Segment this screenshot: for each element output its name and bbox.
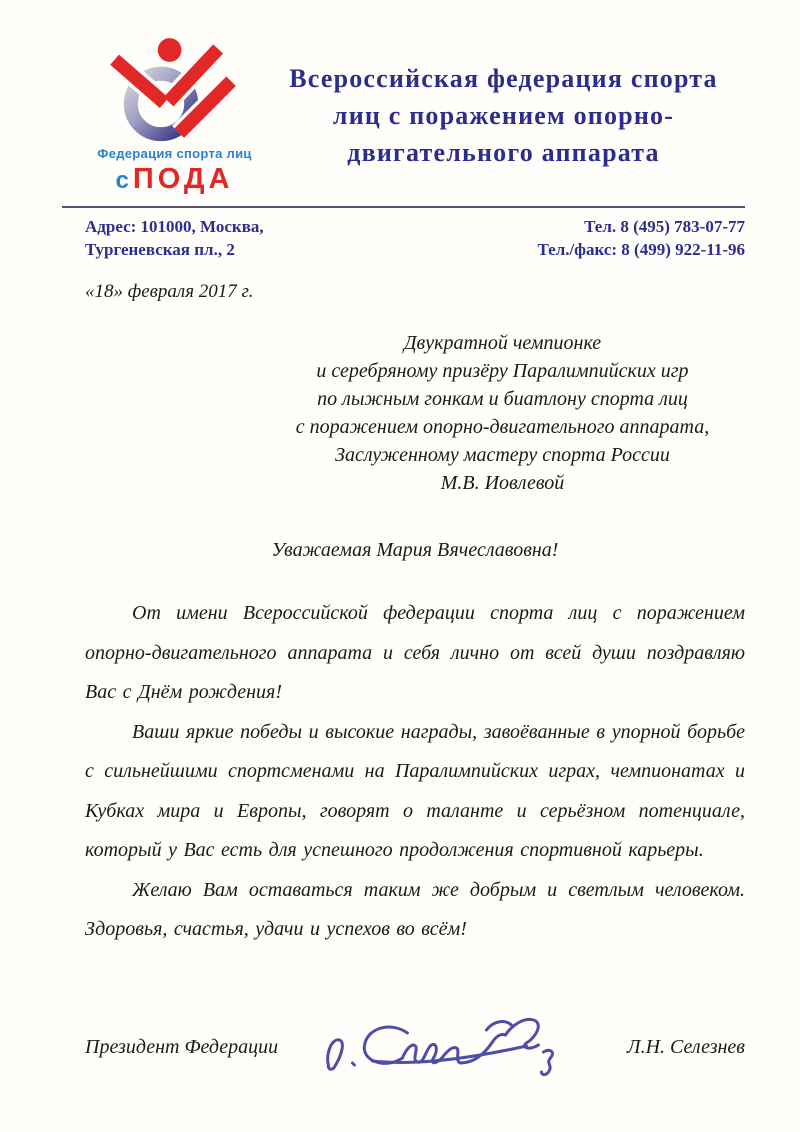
address-line2: Тургеневская пл., 2 [85, 240, 235, 259]
contact-block [0, 208, 800, 261]
addressee-line3: по лыжным гонкам и биатлону спорта лиц [317, 388, 688, 410]
signature-row [85, 1006, 745, 1090]
athlete-wheel-logo-icon [109, 36, 241, 146]
addressee-line5: Заслуженному мастеру спорта России [335, 444, 670, 466]
federation-logo [92, 36, 257, 196]
signature-strokes [328, 1019, 553, 1074]
addressee-line6: М.В. Иовлевой [440, 472, 565, 494]
logo-caption: Федерация спорта лиц [97, 146, 252, 161]
address-block [85, 215, 264, 261]
paragraph-3: Желаю Вам оставаться таким же добрым и светлым человеком. Здоровья, счастья, удачи и успехов во всём! [85, 878, 745, 940]
organization-title-line3: двигательного аппарата [347, 138, 660, 167]
addressee-line4: с поражением опорно-двигательного аппарата, [295, 416, 710, 438]
addressee-line1: Двукратной чемпионке [403, 332, 602, 354]
address-line1: Адрес: 101000, Москва, [85, 217, 264, 236]
logo-acronym [92, 163, 257, 196]
salutation: Уважаемая Мария Вячеславовна! [271, 539, 559, 561]
letterhead [0, 0, 800, 196]
handwritten-signature [286, 1006, 619, 1090]
logo-acronym-main: ПОДА [132, 163, 234, 195]
organization-title [257, 36, 750, 171]
paragraph-1: От имени Всероссийской федерации спорта лиц с поражением опорно-двигательного аппарата и себя лично от всей души поздравляю Вас с Днём рождения! [85, 602, 745, 703]
logo-acronym-prefix: с [115, 167, 133, 194]
organization-title-line1: Всероссийская федерация спорта [289, 64, 718, 93]
signer-name: Л.Н. Селезнев [627, 1036, 745, 1058]
organization-title-line2: лиц с поражением опорно- [332, 101, 675, 130]
phone-line1: Тел. 8 (495) 783-07-77 [584, 217, 745, 236]
letter-date: «18» февраля 2017 г. [85, 281, 254, 302]
addressee-line2: и серебряному призёру Паралимпийских игр [316, 360, 689, 382]
paragraph-2: Ваши яркие победы и высокие награды, завоёванные в упорной борьбе с сильнейшими спортсменами на Паралимпийских играх, чемпионатах и Кубках мира и Европы, говорят о таланте и серьёзном потенциале, который у Вас есть для успешного продолжения спортивной карьеры. [85, 720, 745, 861]
phone-line2: Тел./факс: 8 (499) 922-11-96 [537, 240, 745, 259]
phone-block [537, 215, 745, 261]
addressee-block [250, 329, 755, 497]
letter-body [85, 594, 745, 950]
signer-title: Президент Федерации [85, 1036, 279, 1058]
